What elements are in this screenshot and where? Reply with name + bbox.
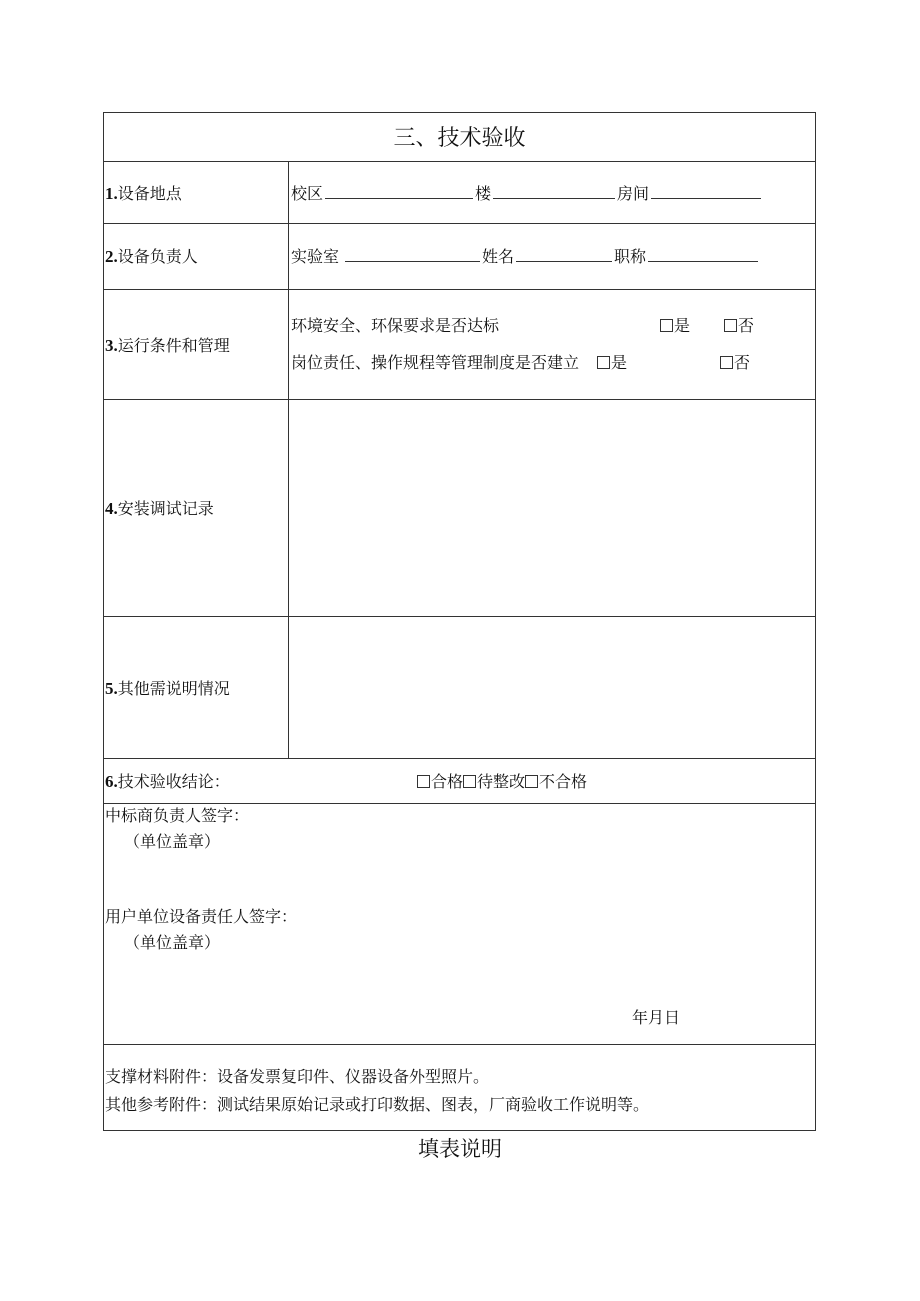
q2-yes-checkbox[interactable]	[597, 356, 610, 369]
row-divider	[104, 758, 815, 759]
other-label: 5.其他需说明情况	[105, 679, 230, 698]
q2-yes-option[interactable]: 是	[597, 353, 627, 373]
rectify-checkbox[interactable]	[463, 775, 476, 788]
row-divider	[104, 803, 815, 804]
column-divider	[288, 161, 289, 758]
room-input[interactable]	[651, 184, 761, 199]
pass-checkbox[interactable]	[417, 775, 430, 788]
row-divider	[104, 1044, 815, 1045]
job-title-label: 职称	[614, 247, 647, 266]
row-divider	[104, 223, 815, 224]
lab-label: 实验室	[291, 247, 340, 266]
location-fields	[291, 184, 763, 204]
conclusion-label: 6.技术验收结论：	[105, 772, 230, 791]
q2-no-option[interactable]: 否	[720, 353, 750, 373]
install-label: 4.安装调试记录	[105, 499, 214, 518]
attachment-line-2: 其他参考附件：测试结果原始记录或打印数据、图表，厂商验收工作说明等。	[105, 1095, 650, 1114]
user-seal-note: （单位盖章）	[124, 933, 221, 952]
operation-q1: 环境安全、环保要求是否达标	[291, 316, 500, 335]
room-label: 房间	[617, 184, 650, 203]
row-divider	[104, 399, 815, 400]
operation-q2: 岗位责任、操作规程等管理制度是否建立	[291, 353, 580, 372]
q1-no-checkbox[interactable]	[724, 319, 737, 332]
building-input[interactable]	[493, 184, 615, 199]
job-title-input[interactable]	[648, 247, 758, 262]
name-input[interactable]	[516, 247, 612, 262]
fail-checkbox[interactable]	[525, 775, 538, 788]
row-divider	[104, 161, 815, 162]
user-signature-label: 用户单位设备责任人签字：	[105, 907, 298, 926]
fail-option[interactable]: 不合格	[525, 772, 587, 791]
vendor-signature-label: 中标商负责人签字：	[105, 806, 250, 825]
building-label: 楼	[475, 184, 492, 203]
q1-yes-option[interactable]: 是	[660, 316, 690, 336]
section-title: 三、技术验收	[393, 126, 526, 151]
q1-yes-checkbox[interactable]	[660, 319, 673, 332]
lab-input[interactable]	[345, 247, 480, 262]
attachment-line-1: 支撑材料附件：设备发票复印件、仪器设备外型照片。	[105, 1067, 490, 1086]
conclusion-options	[417, 772, 587, 792]
instructions-heading: 填表说明	[418, 1137, 502, 1161]
pass-option[interactable]: 合格	[417, 772, 463, 791]
row-divider	[104, 616, 815, 617]
other-notes-area[interactable]	[290, 618, 813, 756]
campus-label: 校区	[291, 184, 324, 203]
operation-label: 3.运行条件和管理	[105, 336, 230, 355]
name-label: 姓名	[482, 247, 515, 266]
rectify-option[interactable]: 待整改	[463, 772, 525, 791]
acceptance-form	[103, 112, 816, 1131]
row-divider	[104, 289, 815, 290]
campus-input[interactable]	[325, 184, 473, 199]
location-label: 1.设备地点	[105, 184, 182, 203]
person-fields	[291, 247, 760, 267]
vendor-seal-note: （单位盖章）	[124, 832, 221, 851]
q1-no-option[interactable]: 否	[724, 316, 754, 336]
date-label: 年月日	[632, 1008, 681, 1027]
q2-no-checkbox[interactable]	[720, 356, 733, 369]
install-record-area[interactable]	[290, 401, 813, 614]
person-label: 2.设备负责人	[105, 247, 198, 266]
